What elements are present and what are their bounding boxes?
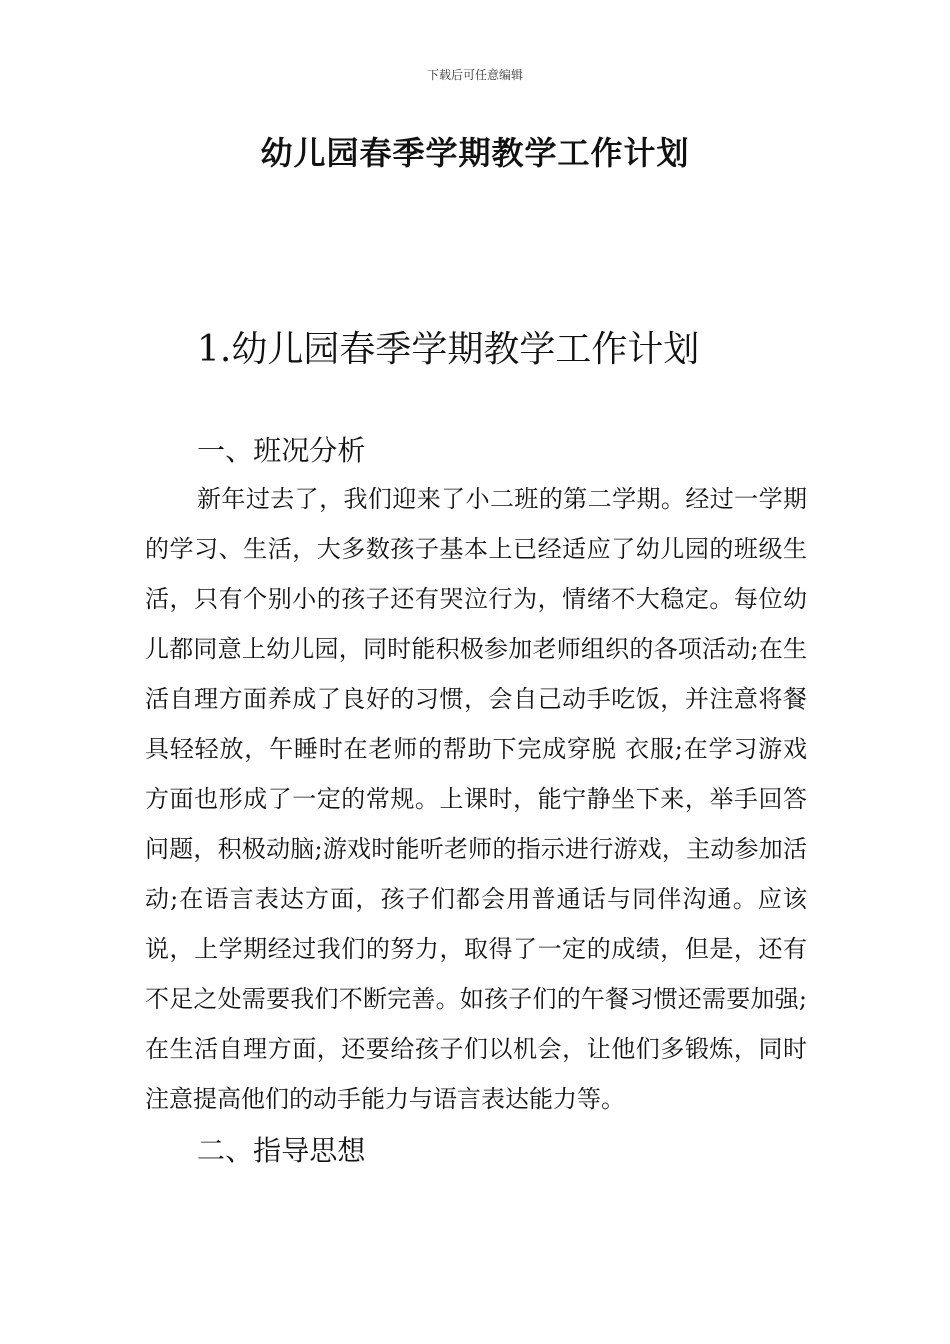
document-body <box>145 330 807 1174</box>
section-heading-guiding-ideology: 二、指导思想 <box>197 1134 366 1167</box>
section-paragraph-class-analysis: 新年过去了，我们迎来了小二班的第二学期。经过一学期的学习、生活，大多数孩子基本上已经适应了幼儿园的班级生活，只有个别小的孩子还有哭泣行为，情绪不大稳定。每位幼儿都同意上幼儿园，同时能积极参加老师组织的各项活动;在生活自理方面养成了良好的习惯，会自己动手吃饭，并注意将餐具轻轻放，午睡时在老师的帮助下完成穿脱 衣服;在学习游戏方面也形成了一定的常规。上课时，能宁静坐下来，举手回答问题，积极动脑;游戏时能听老师的指示进行游戏，主动参加活动;在语言表达方面，孩子们都会用普通话与同伴沟通。应该说，上学期经过我们的努力，取得了一定的成绩，但是，还有不足之处需要我们不断完善。如孩子们的午餐习惯还需要加强;在生活自理方面，还要给孩子们以机会，让他们多锻炼，同时注意提高他们的动手能力与语言表达能力等。 <box>145 485 807 1113</box>
document-title: 幼儿园春季学期教学工作计划 <box>260 134 690 172</box>
section-heading-class-analysis: 一、班况分析 <box>197 434 366 467</box>
download-note: 下载后可任意编辑 <box>426 68 523 82</box>
document-subtitle: 1.幼儿园春季学期教学工作计划 <box>197 329 700 370</box>
